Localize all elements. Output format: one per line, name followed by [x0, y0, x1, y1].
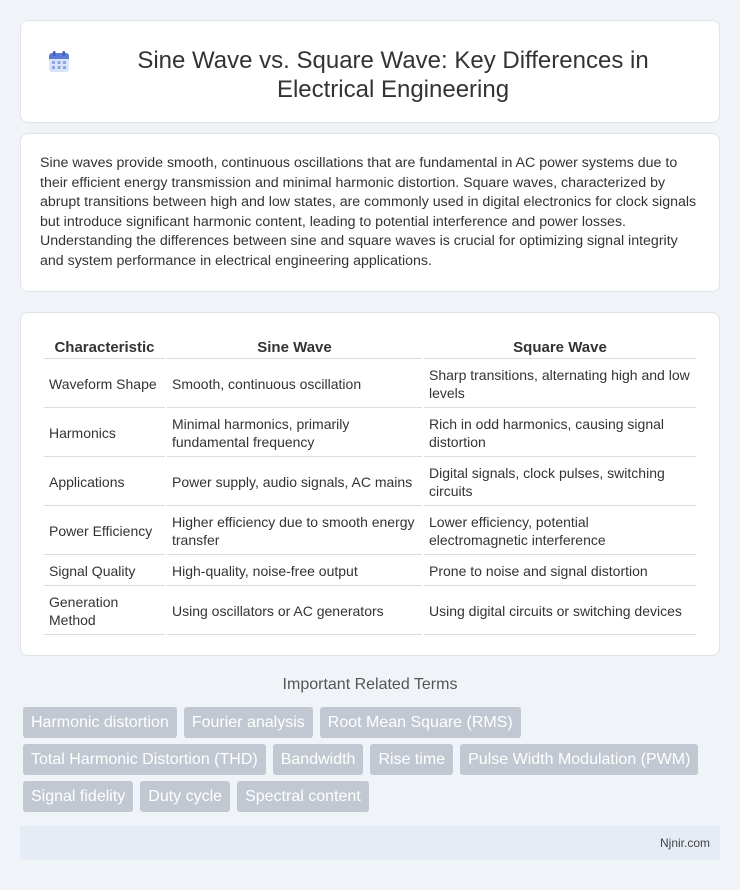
tag-signal-fidelity[interactable]: Signal fidelity — [23, 781, 133, 812]
table-row — [44, 588, 696, 635]
table-cell: Sharp transitions, alternating high and low levels — [424, 361, 696, 408]
table-row — [44, 459, 696, 506]
column-header-characteristic: Characteristic — [44, 333, 165, 359]
tag-harmonic-distortion[interactable]: Harmonic distortion — [23, 707, 177, 738]
tag-thd[interactable]: Total Harmonic Distortion (THD) — [23, 744, 266, 775]
comparison-table — [42, 331, 698, 637]
table-cell: Power Efficiency — [44, 508, 165, 555]
tag-rms[interactable]: Root Mean Square (RMS) — [320, 707, 521, 738]
table-row — [44, 508, 696, 555]
column-header-square-wave: Square Wave — [424, 333, 696, 359]
table-cell: Signal Quality — [44, 557, 165, 586]
table-cell: Minimal harmonics, primarily fundamental frequency — [167, 410, 422, 457]
table-cell: Generation Method — [44, 588, 165, 635]
related-terms-heading: Important Related Terms — [282, 676, 458, 693]
table-row — [44, 557, 696, 586]
footer-site-name: Njnir.com — [659, 836, 710, 850]
comparison-card — [20, 312, 720, 656]
table-cell: Lower efficiency, potential electromagnetic interference — [424, 508, 696, 555]
table-cell: Smooth, continuous oscillation — [167, 361, 422, 408]
table-header-row — [44, 333, 696, 359]
table-cell: High-quality, noise-free output — [167, 557, 422, 586]
table-cell: Higher efficiency due to smooth energy transfer — [167, 508, 422, 555]
tag-fourier-analysis[interactable]: Fourier analysis — [184, 707, 313, 738]
title-card — [20, 20, 720, 123]
table-cell: Using digital circuits or switching devices — [424, 588, 696, 635]
tag-bandwidth[interactable]: Bandwidth — [273, 744, 364, 775]
table-cell: Waveform Shape — [44, 361, 165, 408]
table-row — [44, 361, 696, 408]
table-cell: Using oscillators or AC generators — [167, 588, 422, 635]
page-title: Sine Wave vs. Square Wave: Key Differences in Electrical Engineering — [137, 47, 649, 103]
table-cell: Prone to noise and signal distortion — [424, 557, 696, 586]
intro-paragraph: Sine waves provide smooth, continuous oscillations that are fundamental in AC power systems due to their efficient energy transmission and minimal harmonic distortion. Square waves, characterized by abrupt transitions between high and low states, are commonly used in digital electronics for clock signals but introduce significant harmonic content, leading to potential interference and power losses. Understanding the differences between sine and square waves is crucial for optimizing signal integrity and system performance in electrical engineering applications. — [40, 155, 697, 269]
tag-pwm[interactable]: Pulse Width Modulation (PWM) — [460, 744, 698, 775]
tag-spectral-content[interactable]: Spectral content — [237, 781, 369, 812]
table-cell: Digital signals, clock pulses, switching circuits — [424, 459, 696, 506]
table-row — [44, 410, 696, 457]
calendar-icon — [47, 50, 71, 74]
table-cell: Power supply, audio signals, AC mains — [167, 459, 422, 506]
table-cell: Rich in odd harmonics, causing signal distortion — [424, 410, 696, 457]
tag-rise-time[interactable]: Rise time — [370, 744, 453, 775]
column-header-sine-wave: Sine Wave — [167, 333, 422, 359]
table-cell: Applications — [44, 459, 165, 506]
intro-card — [20, 133, 720, 292]
table-cell: Harmonics — [44, 410, 165, 457]
related-terms-list — [23, 707, 713, 818]
tag-duty-cycle[interactable]: Duty cycle — [140, 781, 230, 812]
footer — [20, 826, 720, 860]
